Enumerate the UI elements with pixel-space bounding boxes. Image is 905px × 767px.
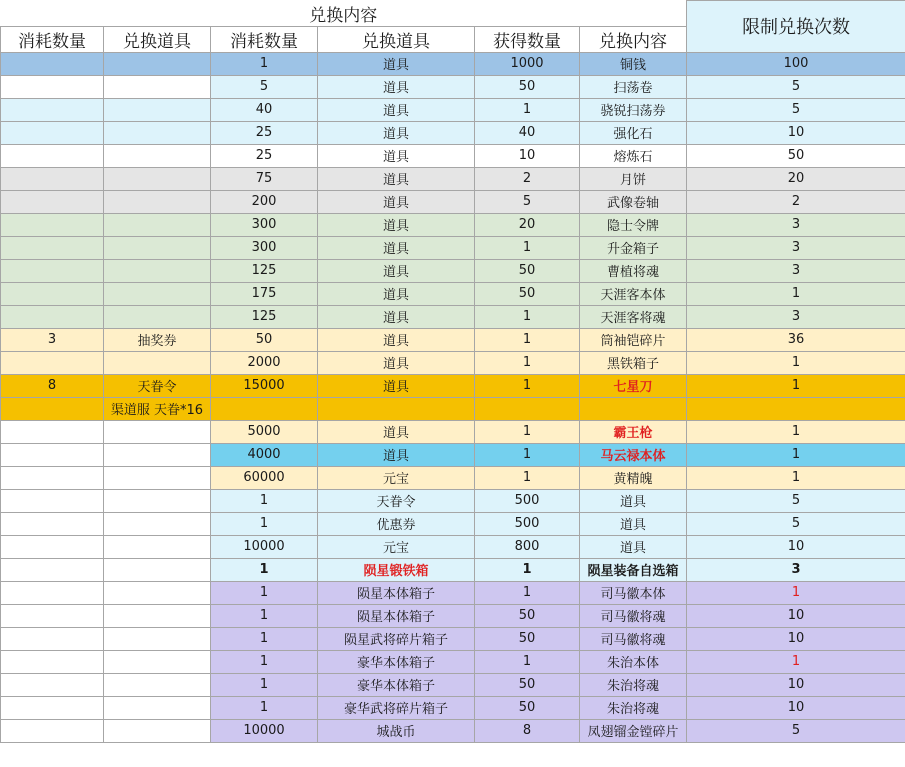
cell-cost-qty-2: 50 <box>211 328 318 351</box>
cell-cost-qty-1 <box>1 52 104 75</box>
cell-cost-qty-2 <box>211 397 318 420</box>
cell-exchange-item-2: 道具 <box>318 144 475 167</box>
cell-obtained-qty: 1 <box>475 420 580 443</box>
cell-limit-count: 1 <box>687 443 905 466</box>
cell-cost-qty-1 <box>1 696 104 719</box>
cell-exchange-item-2: 天眷令 <box>318 489 475 512</box>
cell-exchange-content: 七星刀 <box>580 374 687 397</box>
cell-cost-qty-1 <box>1 627 104 650</box>
cell-cost-qty-2: 10000 <box>211 719 318 742</box>
cell-exchange-item-2: 道具 <box>318 305 475 328</box>
cell-exchange-item-2: 道具 <box>318 351 475 374</box>
cell-cost-qty-1 <box>1 719 104 742</box>
cell-limit-count: 36 <box>687 328 905 351</box>
cell-obtained-qty: 1 <box>475 328 580 351</box>
col-header-exchange-content: 兑换内容 <box>580 26 687 52</box>
cell-exchange-content: 朱治本体 <box>580 650 687 673</box>
cell-cost-qty-2: 10000 <box>211 535 318 558</box>
cell-exchange-content: 朱治将魂 <box>580 696 687 719</box>
cell-exchange-content: 天涯客将魂 <box>580 305 687 328</box>
cell-cost-qty-1 <box>1 236 104 259</box>
cell-limit-count: 5 <box>687 75 905 98</box>
cell-cost-qty-1 <box>1 420 104 443</box>
table-row <box>1 627 905 650</box>
cell-exchange-item-1 <box>104 581 211 604</box>
cell-cost-qty-1 <box>1 397 104 420</box>
table-row <box>1 374 905 397</box>
cell-cost-qty-1 <box>1 604 104 627</box>
cell-cost-qty-1 <box>1 650 104 673</box>
cell-cost-qty-2: 1 <box>211 673 318 696</box>
cell-exchange-item-1 <box>104 236 211 259</box>
cell-cost-qty-2: 1 <box>211 581 318 604</box>
cell-exchange-item-2: 豪华本体箱子 <box>318 650 475 673</box>
cell-obtained-qty: 1 <box>475 305 580 328</box>
cell-cost-qty-2: 1 <box>211 604 318 627</box>
cell-cost-qty-2: 25 <box>211 121 318 144</box>
cell-exchange-content: 熔炼石 <box>580 144 687 167</box>
cell-exchange-content: 黄精魄 <box>580 466 687 489</box>
cell-exchange-item-2: 道具 <box>318 420 475 443</box>
cell-exchange-item-2: 道具 <box>318 282 475 305</box>
cell-exchange-item-2: 元宝 <box>318 535 475 558</box>
cell-exchange-content: 道具 <box>580 489 687 512</box>
cell-exchange-content: 月饼 <box>580 167 687 190</box>
cell-obtained-qty: 40 <box>475 121 580 144</box>
cell-exchange-content: 隐士令牌 <box>580 213 687 236</box>
cell-exchange-item-1 <box>104 696 211 719</box>
cell-exchange-item-2: 道具 <box>318 443 475 466</box>
cell-exchange-item-1 <box>104 719 211 742</box>
table-row <box>1 351 905 374</box>
cell-exchange-content: 陨星装备自选箱 <box>580 558 687 581</box>
table-row <box>1 443 905 466</box>
cell-exchange-content: 司马徽将魂 <box>580 604 687 627</box>
cell-exchange-content: 强化石 <box>580 121 687 144</box>
cell-limit-count: 1 <box>687 351 905 374</box>
cell-exchange-item-1 <box>104 558 211 581</box>
cell-exchange-item-2 <box>318 397 475 420</box>
cell-exchange-item-2: 道具 <box>318 167 475 190</box>
cell-limit-count: 5 <box>687 98 905 121</box>
cell-exchange-content: 道具 <box>580 535 687 558</box>
cell-cost-qty-2: 1 <box>211 696 318 719</box>
cell-exchange-item-2: 道具 <box>318 52 475 75</box>
cell-exchange-item-1 <box>104 282 211 305</box>
cell-exchange-content: 司马徽本体 <box>580 581 687 604</box>
cell-cost-qty-1 <box>1 98 104 121</box>
cell-cost-qty-1 <box>1 190 104 213</box>
cell-limit-count: 3 <box>687 259 905 282</box>
cell-cost-qty-2: 125 <box>211 305 318 328</box>
cell-exchange-content: 武像卷轴 <box>580 190 687 213</box>
cell-cost-qty-1 <box>1 282 104 305</box>
table-row <box>1 535 905 558</box>
cell-exchange-item-2: 道具 <box>318 259 475 282</box>
cell-obtained-qty: 50 <box>475 673 580 696</box>
cell-exchange-content: 道具 <box>580 512 687 535</box>
cell-obtained-qty: 50 <box>475 627 580 650</box>
cell-exchange-item-1 <box>104 512 211 535</box>
cell-exchange-item-1 <box>104 673 211 696</box>
cell-cost-qty-2: 1 <box>211 558 318 581</box>
cell-exchange-item-1 <box>104 650 211 673</box>
cell-cost-qty-1 <box>1 489 104 512</box>
table-row <box>1 466 905 489</box>
cell-limit-count: 5 <box>687 719 905 742</box>
cell-limit-count <box>687 397 905 420</box>
cell-cost-qty-2: 1 <box>211 650 318 673</box>
cell-exchange-content: 升金箱子 <box>580 236 687 259</box>
cell-cost-qty-2: 300 <box>211 236 318 259</box>
cell-exchange-item-2: 城战币 <box>318 719 475 742</box>
table-row <box>1 52 905 75</box>
cell-obtained-qty: 1 <box>475 236 580 259</box>
table-row <box>1 397 905 420</box>
cell-exchange-item-1: 渠道服 天眷*16 <box>104 397 211 420</box>
table-row <box>1 75 905 98</box>
cell-cost-qty-2: 25 <box>211 144 318 167</box>
table-body <box>1 52 905 742</box>
cell-obtained-qty: 1 <box>475 98 580 121</box>
cell-cost-qty-1 <box>1 144 104 167</box>
table-row <box>1 673 905 696</box>
table-row <box>1 144 905 167</box>
cell-exchange-content <box>580 397 687 420</box>
cell-exchange-item-2: 豪华武将碎片箱子 <box>318 696 475 719</box>
table-row <box>1 328 905 351</box>
cell-obtained-qty: 500 <box>475 512 580 535</box>
cell-obtained-qty: 800 <box>475 535 580 558</box>
cell-limit-count: 1 <box>687 420 905 443</box>
table-row <box>1 558 905 581</box>
table-row <box>1 581 905 604</box>
cell-exchange-item-1 <box>104 351 211 374</box>
cell-exchange-item-1 <box>104 443 211 466</box>
cell-limit-count: 3 <box>687 558 905 581</box>
cell-exchange-content: 扫荡卷 <box>580 75 687 98</box>
cell-cost-qty-1 <box>1 351 104 374</box>
cell-limit-count: 20 <box>687 167 905 190</box>
table-row <box>1 489 905 512</box>
cell-exchange-item-1 <box>104 144 211 167</box>
cell-exchange-item-1 <box>104 627 211 650</box>
cell-cost-qty-1 <box>1 259 104 282</box>
cell-cost-qty-2: 4000 <box>211 443 318 466</box>
cell-cost-qty-1 <box>1 512 104 535</box>
table-row <box>1 282 905 305</box>
cell-exchange-content: 骁锐扫荡券 <box>580 98 687 121</box>
table-row <box>1 190 905 213</box>
cell-cost-qty-1 <box>1 581 104 604</box>
cell-exchange-item-2: 道具 <box>318 328 475 351</box>
cell-cost-qty-2: 5000 <box>211 420 318 443</box>
cell-limit-count: 1 <box>687 466 905 489</box>
cell-obtained-qty: 50 <box>475 282 580 305</box>
cell-cost-qty-2: 200 <box>211 190 318 213</box>
cell-obtained-qty: 1 <box>475 374 580 397</box>
cell-limit-count: 2 <box>687 190 905 213</box>
cell-cost-qty-1 <box>1 535 104 558</box>
cell-cost-qty-2: 1 <box>211 627 318 650</box>
cell-exchange-item-1 <box>104 98 211 121</box>
cell-cost-qty-1 <box>1 213 104 236</box>
col-header-obtained-qty: 获得数量 <box>475 26 580 52</box>
cell-obtained-qty: 50 <box>475 75 580 98</box>
table-row <box>1 420 905 443</box>
cell-limit-count: 1 <box>687 282 905 305</box>
table-row <box>1 650 905 673</box>
table-row <box>1 259 905 282</box>
cell-cost-qty-1 <box>1 121 104 144</box>
table-row <box>1 167 905 190</box>
cell-exchange-content: 筒袖铠碎片 <box>580 328 687 351</box>
cell-exchange-item-1 <box>104 167 211 190</box>
cell-cost-qty-1: 8 <box>1 374 104 397</box>
cell-obtained-qty: 50 <box>475 604 580 627</box>
cell-exchange-item-1 <box>104 75 211 98</box>
cell-limit-count: 10 <box>687 627 905 650</box>
cell-cost-qty-1 <box>1 305 104 328</box>
cell-obtained-qty: 10 <box>475 144 580 167</box>
cell-exchange-item-1: 抽奖券 <box>104 328 211 351</box>
col-header-cost-qty-1: 消耗数量 <box>1 26 104 52</box>
limit-header: 限制兑换次数 <box>687 1 905 53</box>
cell-exchange-item-2: 道具 <box>318 190 475 213</box>
cell-exchange-item-2: 道具 <box>318 75 475 98</box>
cell-obtained-qty: 5 <box>475 190 580 213</box>
cell-cost-qty-2: 175 <box>211 282 318 305</box>
cell-limit-count: 1 <box>687 581 905 604</box>
cell-limit-count: 5 <box>687 512 905 535</box>
table-row <box>1 604 905 627</box>
cell-exchange-item-2: 陨星本体箱子 <box>318 581 475 604</box>
cell-obtained-qty <box>475 397 580 420</box>
cell-obtained-qty: 1 <box>475 581 580 604</box>
cell-exchange-content: 凤翅镏金镗碎片 <box>580 719 687 742</box>
cell-exchange-content: 曹植将魂 <box>580 259 687 282</box>
cell-exchange-item-2: 道具 <box>318 374 475 397</box>
cell-exchange-item-2: 道具 <box>318 98 475 121</box>
cell-exchange-item-2: 陨星本体箱子 <box>318 604 475 627</box>
cell-obtained-qty: 1 <box>475 466 580 489</box>
cell-exchange-item-1 <box>104 121 211 144</box>
cell-exchange-content: 朱治将魂 <box>580 673 687 696</box>
cell-obtained-qty: 1 <box>475 351 580 374</box>
cell-limit-count: 3 <box>687 236 905 259</box>
cell-cost-qty-2: 75 <box>211 167 318 190</box>
cell-cost-qty-2: 2000 <box>211 351 318 374</box>
cell-exchange-item-2: 优惠券 <box>318 512 475 535</box>
cell-obtained-qty: 50 <box>475 696 580 719</box>
cell-limit-count: 5 <box>687 489 905 512</box>
cell-exchange-item-2: 道具 <box>318 236 475 259</box>
table-row <box>1 696 905 719</box>
cell-exchange-item-2: 道具 <box>318 121 475 144</box>
cell-limit-count: 50 <box>687 144 905 167</box>
table-row <box>1 236 905 259</box>
cell-exchange-item-1 <box>104 466 211 489</box>
cell-limit-count: 10 <box>687 535 905 558</box>
cell-exchange-item-2: 道具 <box>318 213 475 236</box>
cell-cost-qty-1: 3 <box>1 328 104 351</box>
header-row-top <box>1 1 905 27</box>
table-row <box>1 98 905 121</box>
cell-exchange-item-1 <box>104 52 211 75</box>
cell-limit-count: 10 <box>687 604 905 627</box>
cell-exchange-content: 铜钱 <box>580 52 687 75</box>
cell-exchange-item-1 <box>104 259 211 282</box>
col-header-exchange-item-1: 兑换道具 <box>104 26 211 52</box>
table-row <box>1 121 905 144</box>
cell-cost-qty-1 <box>1 673 104 696</box>
cell-exchange-item-2: 陨星锻铁箱 <box>318 558 475 581</box>
cell-obtained-qty: 20 <box>475 213 580 236</box>
cell-exchange-content: 霸王枪 <box>580 420 687 443</box>
cell-limit-count: 3 <box>687 213 905 236</box>
cell-exchange-item-1 <box>104 604 211 627</box>
cell-limit-count: 1 <box>687 650 905 673</box>
cell-obtained-qty: 1 <box>475 443 580 466</box>
cell-exchange-item-1 <box>104 535 211 558</box>
cell-exchange-item-2: 陨星武将碎片箱子 <box>318 627 475 650</box>
cell-obtained-qty: 500 <box>475 489 580 512</box>
cell-obtained-qty: 8 <box>475 719 580 742</box>
cell-cost-qty-2: 1 <box>211 52 318 75</box>
cell-exchange-content: 黑铁箱子 <box>580 351 687 374</box>
cell-cost-qty-2: 125 <box>211 259 318 282</box>
cell-obtained-qty: 2 <box>475 167 580 190</box>
table-row <box>1 719 905 742</box>
cell-exchange-item-1 <box>104 305 211 328</box>
cell-limit-count: 100 <box>687 52 905 75</box>
table-row <box>1 213 905 236</box>
cell-limit-count: 3 <box>687 305 905 328</box>
cell-cost-qty-1 <box>1 167 104 190</box>
cell-exchange-content: 马云禄本体 <box>580 443 687 466</box>
cell-exchange-item-1 <box>104 489 211 512</box>
cell-cost-qty-1 <box>1 558 104 581</box>
cell-cost-qty-2: 300 <box>211 213 318 236</box>
cell-limit-count: 10 <box>687 121 905 144</box>
cell-cost-qty-2: 15000 <box>211 374 318 397</box>
table-row <box>1 512 905 535</box>
cell-cost-qty-1 <box>1 75 104 98</box>
cell-exchange-content: 司马徽将魂 <box>580 627 687 650</box>
cell-exchange-item-2: 豪华本体箱子 <box>318 673 475 696</box>
cell-cost-qty-2: 5 <box>211 75 318 98</box>
cell-exchange-item-1 <box>104 190 211 213</box>
cell-cost-qty-2: 60000 <box>211 466 318 489</box>
cell-obtained-qty: 1000 <box>475 52 580 75</box>
cell-obtained-qty: 1 <box>475 558 580 581</box>
cell-obtained-qty: 50 <box>475 259 580 282</box>
cell-cost-qty-2: 1 <box>211 489 318 512</box>
cell-obtained-qty: 1 <box>475 650 580 673</box>
cell-limit-count: 1 <box>687 374 905 397</box>
cell-cost-qty-2: 1 <box>211 512 318 535</box>
cell-exchange-item-1: 天眷令 <box>104 374 211 397</box>
exchange-content-title: 兑换内容 <box>1 1 687 27</box>
col-header-cost-qty-2: 消耗数量 <box>211 26 318 52</box>
cell-exchange-content: 天涯客本体 <box>580 282 687 305</box>
cell-cost-qty-1 <box>1 443 104 466</box>
cell-exchange-item-2: 元宝 <box>318 466 475 489</box>
table-row <box>1 305 905 328</box>
cell-limit-count: 10 <box>687 696 905 719</box>
cell-exchange-item-1 <box>104 213 211 236</box>
cell-cost-qty-1 <box>1 466 104 489</box>
cell-limit-count: 10 <box>687 673 905 696</box>
cell-exchange-item-1 <box>104 420 211 443</box>
cell-cost-qty-2: 40 <box>211 98 318 121</box>
col-header-exchange-item-2: 兑换道具 <box>318 26 475 52</box>
